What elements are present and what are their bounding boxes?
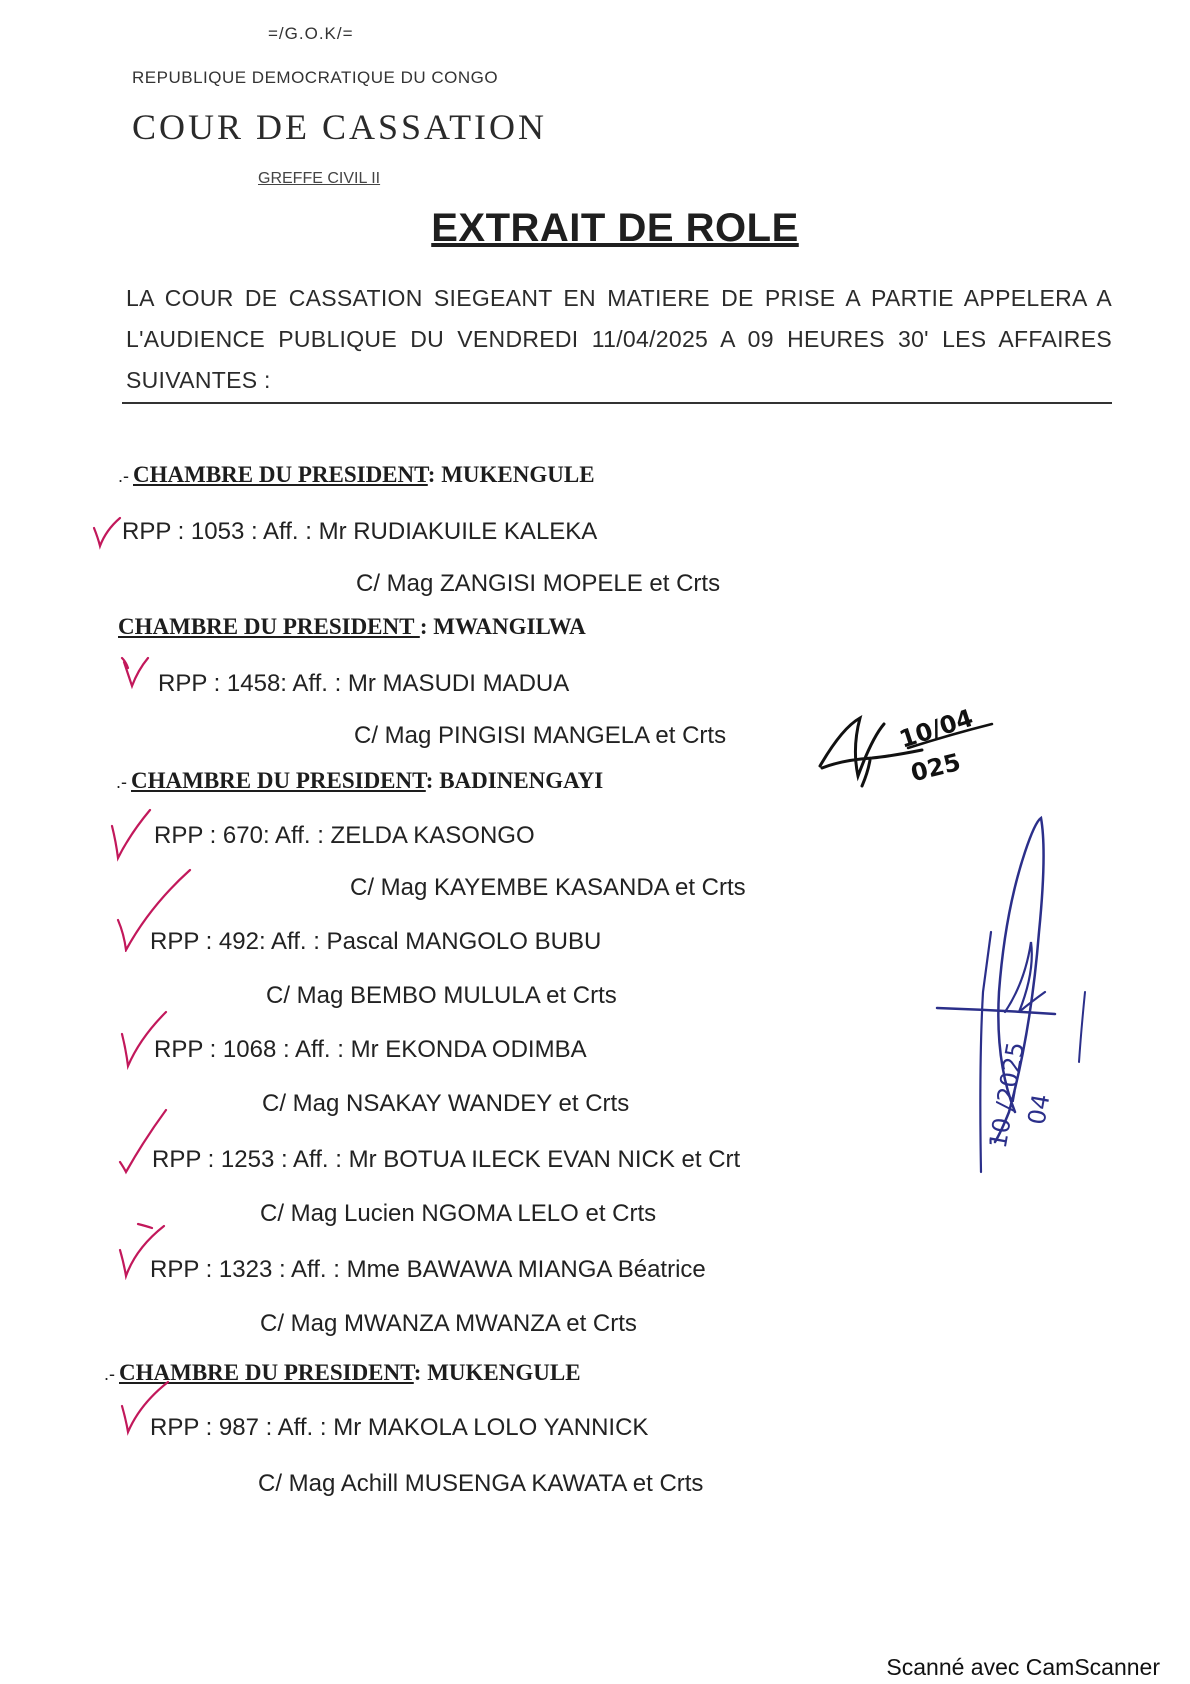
check-mark-icon: [90, 516, 124, 550]
chamber-heading: [118, 614, 586, 640]
check-mark-icon: [116, 1220, 168, 1280]
chamber-heading: [116, 768, 603, 794]
case-party: RPP : 1458: Aff. : Mr MASUDI MADUA: [158, 670, 570, 697]
case-respondent: C/ Mag ZANGISI MOPELE et Crts: [356, 570, 721, 597]
case-respondent: C/ Mag KAYEMBE KASANDA et Crts: [350, 874, 746, 901]
chamber-separator: :: [427, 462, 436, 487]
case-party: RPP : 987 : Aff. : Mr MAKOLA LOLO YANNICK: [150, 1414, 649, 1441]
chamber-label: CHAMBRE DU PRESIDENT: [119, 1360, 414, 1385]
case-party: RPP : 492: Aff. : Pascal MANGOLO BUBU: [150, 928, 602, 955]
intro-paragraph: LA COUR DE CASSATION SIEGEANT EN MATIERE DE PRISE A PARTIE APPELERA A L'AUDIENCE PUBLIQUE DU VENDREDI 11/04/2025 A 09 HEURES 30' LES AFFAIRES SUIVANTES :: [126, 285, 1112, 393]
case-party: RPP : 1068 : Aff. : Mr EKONDA ODIMBA: [154, 1036, 587, 1063]
case-party: RPP : 670: Aff. : ZELDA KASONGO: [154, 822, 535, 849]
chamber-label: CHAMBRE DU PRESIDENT: [131, 768, 426, 793]
check-mark-icon: [118, 1378, 172, 1436]
handwritten-date-stamp: [812, 688, 1012, 798]
case-party: RPP : 1053 : Aff. : Mr RUDIAKUILE KALEKA: [122, 518, 598, 545]
check-mark-icon: [118, 654, 152, 692]
signature-mark: [935, 812, 1135, 1182]
chamber-label: CHAMBRE DU PRESIDENT: [133, 462, 428, 487]
check-mark-icon: [116, 1106, 170, 1176]
case-respondent: C/ Mag MWANZA MWANZA et Crts: [260, 1310, 637, 1337]
case-respondent: C/ Mag PINGISI MANGELA et Crts: [354, 722, 727, 749]
document-title: EXTRAIT DE ROLE: [431, 206, 799, 250]
chamber-heading: [104, 1360, 581, 1386]
case-party: RPP : 1253 : Aff. : Mr BOTUA ILECK EVAN NICK et Crt: [152, 1146, 741, 1173]
check-mark-icon: [108, 806, 152, 862]
case-party: RPP : 1323 : Aff. : Mme BAWAWA MIANGA Béatrice: [150, 1256, 706, 1283]
case-respondent: C/ Mag Achill MUSENGA KAWATA et Crts: [258, 1470, 704, 1497]
chamber-lead: .-: [104, 1364, 115, 1384]
case-respondent: C/ Mag Lucien NGOMA LELO et Crts: [260, 1200, 657, 1227]
case-respondent: C/ Mag NSAKAY WANDEY et Crts: [262, 1090, 630, 1117]
chamber-president: BADINENGAYI: [439, 768, 604, 793]
scanner-watermark: Scanné avec CamScanner: [886, 1654, 1160, 1680]
divider-rule: [122, 402, 1112, 404]
svg-text:04: 04: [1022, 1091, 1056, 1127]
chamber-president: MWANGILWA: [433, 614, 586, 639]
check-mark-icon: [114, 866, 194, 952]
check-mark-icon: [118, 1008, 168, 1070]
chamber-heading: [118, 462, 595, 488]
chamber-separator: :: [425, 768, 434, 793]
chamber-lead: .-: [118, 466, 129, 486]
chamber-separator: :: [413, 1360, 422, 1385]
svg-text:10 /2025: 10 /2025: [983, 1039, 1031, 1151]
chamber-label: CHAMBRE DU PRESIDENT: [118, 614, 420, 639]
court-name: COUR DE CASSATION: [132, 107, 548, 147]
case-respondent: C/ Mag BEMBO MULULA et Crts: [266, 982, 617, 1009]
gok-reference: =/G.O.K/=: [268, 24, 354, 43]
chamber-president: MUKENGULE: [427, 1360, 581, 1385]
republic-name: REPUBLIQUE DEMOCRATIQUE DU CONGO: [132, 68, 499, 87]
registry-name: GREFFE CIVIL II: [258, 170, 381, 187]
chamber-lead: .-: [116, 772, 127, 792]
chamber-separator: :: [419, 614, 428, 639]
svg-text:025: 025: [908, 747, 964, 788]
svg-text:10/04: 10/04: [895, 703, 977, 754]
chamber-president: MUKENGULE: [441, 462, 595, 487]
